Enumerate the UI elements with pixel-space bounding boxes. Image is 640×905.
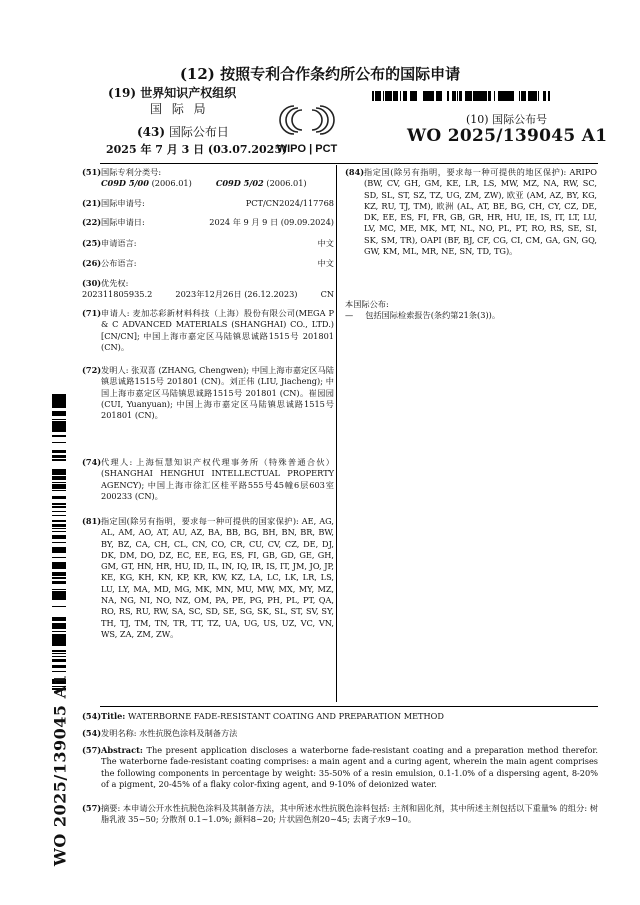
left-column xyxy=(82,167,334,697)
field-22: (22) 国际申请日: 2024 年 9 月 9 日 (09.09.2024) xyxy=(82,217,334,227)
column-divider xyxy=(336,165,337,702)
field-54-title-cn: (54) 发明名称: 水性抗脱色涂料及制备方法 xyxy=(82,728,238,738)
abstract-divider xyxy=(100,706,598,707)
field-51: (51) 国际专利分类号: C09D 5/00 (2006.01) C09D 5/02 (2006.01) xyxy=(82,167,307,189)
field-57-abstract: (57) Abstract: The present application discloses a waterborne fade-resistant coating and a preparation method therefor. The waterborne fade-resistant coating comprises: a main agent and a curing agent, wherein the main agent comprises the following components in percentage by weight: 35-50% of a resin emulsion, 0.1-1.0% of a dispersing agent, 8-20% of a pigment, 20-45% of a flaky color-fixing agent, and 9-10% of deionized water. xyxy=(82,745,598,789)
organization-name: (19) 世界知识产权组织 xyxy=(108,86,237,100)
publication-date-label: (43) 国际公布日 xyxy=(137,125,229,139)
field-71: (71) 申请人: 麦加芯彩新材料科技（上海）股份有限公司(MEGA P & C ADVANCED MATERIALS (SHANGHAI) CO., LTD.) [CN/CN]; 中国上海市嘉定区马陆镇思诚路1515号 201801 (CN)。 xyxy=(82,308,334,352)
right-column xyxy=(345,167,597,467)
wipo-logo xyxy=(272,100,342,158)
field-26: (26) 公布语言: 中文 xyxy=(82,258,334,268)
published-with: 本国际公布: — 包括国际检索报告(条约第21条(3))。 xyxy=(345,299,501,321)
header-divider xyxy=(100,163,598,164)
field-74: (74) 代理人: 上海恒慧知识产权代理事务所（特殊普通合伙）(SHANGHAI HENGHUI INTELLECTUAL PROPERTY AGENCY); 中国上海市徐汇区桂平路555号45幢6层603室 200233 (CN)。 xyxy=(82,457,334,501)
publication-date: 2025 年 7 月 3 日 (03.07.2025) xyxy=(106,143,288,156)
field-54-title: (54) Title: WATERBORNE FADE-RESISTANT COATING AND PREPARATION METHOD xyxy=(82,711,444,721)
publication-number-label: (10) 国际公布号 xyxy=(466,113,548,126)
document-title: (12) 按照专利合作条约所公布的国际申请 xyxy=(179,65,461,83)
field-30: (30) 优先权: 202311805935.2 2023年12月26日 (26.12.2023) CN xyxy=(82,278,334,300)
field-25: (25) 申请语言: 中文 xyxy=(82,238,334,248)
field-81: (81) 指定国(除另有指明，要求每一种可提供的国家保护): AE, AG, AL, AM, AO, AT, AU, AZ, BA, BB, BG, BH, BN, BR, BW, BY, BZ, CA, CH, CL, CN, CO, CR, CU, CV, CZ, DE, DJ, DK, DM, DO, DZ, EC, EE, EG, ES, FI, GB, GD, GE, GH, GM, GT, HN, HR, HU, ID, IL, IN, IQ, IR, IS, IT, JM, JO, JP, KE, KG, KH, KN, KP, KR, KW, KZ, LA, LC, LK, LR, LS, LU, LY, MA, MD, MG, MK, MN, MU, MW, MX, MY, MZ, NA, NG, NI, NO, NZ, OM, PA, PE, PG, PH, PL, PT, QA, RO, RS, RU, RW, SA, SC, SD, SE, SG, SK, SL, ST, SV, SY, TH, TJ, TM, TN, TR, TT, TZ, UA, UG, US, UZ, VC, VN, WS, ZA, ZM, ZW。 xyxy=(82,516,334,639)
barcode-side xyxy=(52,390,66,690)
field-21: (21) 国际申请号: PCT/CN2024/117768 xyxy=(82,198,334,208)
organization-bureau: 国 际 局 xyxy=(150,102,209,116)
field-57-abstract-cn: (57) 摘要: 本申请公开水性抗脱色涂料及其制备方法，其中所述水性抗脱色涂料包括: 主剂和固化剂，其中所述主剂包括以下重量% 的组分: 树脂乳液 35~50; 分散剂 0.1~1.0%; 颜料8~20; 片状固色剂20~45; 去离子水9~10。 xyxy=(82,803,598,825)
barcode-top xyxy=(371,91,555,101)
wipo-logo-text: WIPO | PCT xyxy=(276,143,338,155)
publication-number: WO 2025/139045 A1 xyxy=(407,126,608,146)
field-72: (72) 发明人: 张双喜 (ZHANG, Chengwen); 中国上海市嘉定区马陆镇思诚路1515号 201801 (CN)。刘正伟 (LIU, Jiacheng); 中国上海市嘉定区马陆镇思诚路1515号 201801 (CN)。崔园园 (CUI, Yuanyuan); 中国上海市嘉定区马陆镇思诚路1515号 201801 (CN)。 xyxy=(82,365,334,421)
vertical-publication-number: WO 2025/139045 A1 xyxy=(50,673,70,867)
field-84: (84) 指定国(除另有指明，要求每一种可提供的地区保护): ARIPO (BW, CV, GH, GM, KE, LR, LS, MW, MZ, NA, RW, SC, SD, SL, ST, SZ, TZ, UG, ZM, ZW), 欧亚 (AM, AZ, BY, KG, KZ, RU, TJ, TM), 欧洲 (AL, AT, BE, BG, CH, CY, CZ, DE, DK, EE, ES, FI, FR, GB, GR, HR, HU, IE, IS, IT, LT, LU, LV, MC, ME, MK, MT, NL, NO, PL, PT, RO, RS, SE, SI, SK, SM, TR), OAPI (BF, BJ, CF, CG, CI, CM, GA, GN, GQ, GW, KM, ML, MR, NE, SN, TD, TG)。 xyxy=(345,167,597,257)
